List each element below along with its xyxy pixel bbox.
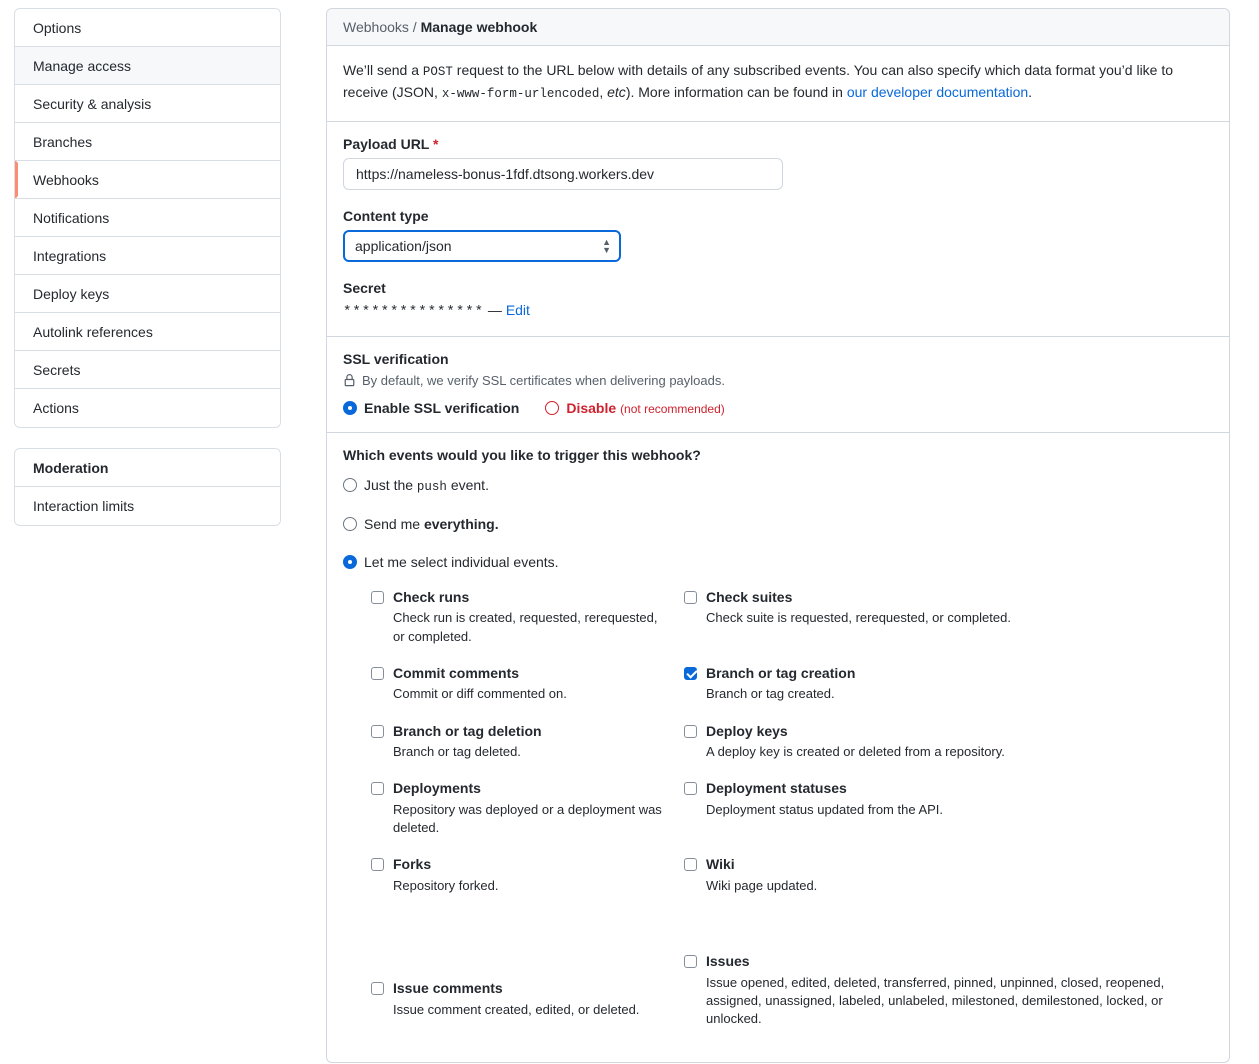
intro-part-2: request to the URL below with details of any subscribed events. You can also specify which data format you’d like to receive (JSON,	[343, 62, 1174, 101]
event-option-individual-radio[interactable]	[343, 555, 357, 569]
event-deploy-keys-checkbox[interactable]	[684, 725, 697, 738]
intro-italic-etc: etc	[607, 84, 626, 101]
settings-nav-box	[14, 8, 281, 428]
sidebar-item-branches[interactable]: Branches	[15, 123, 280, 161]
event-issue-comments[interactable]	[371, 979, 684, 1028]
event-branch-or-tag-creation-name[interactable]: Branch or tag creation	[706, 664, 856, 681]
event-wiki-text	[706, 855, 817, 895]
event-check-runs-desc: Check run is created, requested, rerequested, or completed.	[393, 610, 658, 644]
event-check-suites-text	[706, 588, 1011, 628]
payload-url-label-text: Payload URL	[343, 135, 430, 152]
ssl-disable-row[interactable]	[545, 400, 724, 416]
event-issue-comments-checkbox[interactable]	[371, 982, 384, 995]
event-deployment-statuses[interactable]	[684, 779, 1213, 837]
content-type-label: Content type	[343, 207, 429, 224]
sidebar-item-actions[interactable]: Actions	[15, 389, 280, 427]
event-option-push-row[interactable]	[343, 477, 1213, 494]
moderation-header: Moderation	[15, 449, 280, 487]
events-section	[327, 433, 1229, 1062]
intro-code-urlencoded: x-www-form-urlencoded	[441, 87, 600, 102]
event-everything-pre: Send me	[364, 515, 424, 532]
event-option-everything-row[interactable]	[343, 516, 1213, 532]
event-deployment-statuses-name[interactable]: Deployment statuses	[706, 780, 847, 797]
secret-dash: —	[487, 301, 502, 318]
breadcrumb-current: Manage webhook	[420, 19, 538, 35]
ssl-note-text: By default, we verify SSL certificates when delivering payloads.	[362, 372, 725, 388]
event-deployments[interactable]	[371, 779, 684, 837]
payload-url-label	[343, 136, 1213, 152]
ssl-note	[343, 373, 1213, 388]
ssl-disable-note: (not recommended)	[620, 401, 725, 416]
event-branch-or-tag-deletion-desc: Branch or tag deleted.	[393, 744, 521, 760]
event-option-push-label[interactable]	[364, 477, 489, 494]
webhook-config-section	[327, 122, 1229, 337]
event-option-individual-label[interactable]: Let me select individual events.	[364, 553, 559, 570]
breadcrumb	[327, 9, 1229, 46]
event-issue-comments-desc: Issue comment created, edited, or deleted.	[393, 1001, 640, 1017]
event-option-everything-label[interactable]	[364, 516, 499, 532]
intro-part-5: .	[1028, 84, 1033, 101]
event-deploy-keys-name[interactable]: Deploy keys	[706, 722, 788, 739]
event-wiki[interactable]	[684, 855, 1213, 895]
event-branch-or-tag-deletion-text	[393, 722, 542, 762]
chevron-updown-icon: ▲ ▼	[602, 236, 611, 255]
payload-url-input[interactable]	[343, 158, 783, 190]
event-deployments-name[interactable]: Deployments	[393, 780, 481, 797]
intro-part-1: We’ll send a	[343, 62, 423, 78]
settings-sidebar	[0, 0, 295, 1064]
intro-part-4: ). More information can be found in	[625, 84, 847, 101]
content-type-select-wrap	[343, 230, 621, 262]
sidebar-item-interaction-limits[interactable]: Interaction limits	[15, 487, 280, 525]
event-everything-bold: everything.	[423, 515, 499, 532]
sidebar-item-integrations[interactable]: Integrations	[15, 237, 280, 275]
event-issues[interactable]	[684, 952, 1213, 1028]
event-issues-checkbox[interactable]	[684, 955, 697, 968]
ssl-options	[343, 400, 1213, 416]
content-type-select[interactable]	[343, 230, 621, 262]
event-check-runs[interactable]	[371, 588, 684, 646]
moderation-nav-box	[14, 448, 281, 526]
event-branch-or-tag-creation-text	[706, 664, 855, 704]
sidebar-item-secrets[interactable]: Secrets	[15, 351, 280, 389]
event-commit-comments-checkbox[interactable]	[371, 667, 384, 680]
event-forks-checkbox[interactable]	[371, 858, 384, 871]
manage-webhook-panel	[326, 8, 1230, 1063]
event-check-runs-text	[393, 588, 664, 646]
event-deployment-statuses-desc: Deployment status updated from the API.	[706, 801, 944, 817]
secret-value-row	[343, 302, 1213, 320]
sidebar-item-deploy-keys[interactable]: Deploy keys	[15, 275, 280, 313]
sidebar-item-manage-access[interactable]: Manage access	[15, 47, 280, 85]
event-forks-desc: Repository forked.	[393, 877, 499, 893]
event-deployments-desc: Repository was deployed or a deployment was deleted.	[393, 801, 662, 836]
sidebar-spacer	[14, 428, 281, 448]
event-check-runs-name[interactable]: Check runs	[393, 588, 470, 605]
event-deploy-keys[interactable]	[684, 722, 1213, 762]
event-commit-comments[interactable]	[371, 664, 684, 704]
events-radio-group	[343, 477, 1213, 570]
event-issues-desc: Issue opened, edited, deleted, transferred, pinned, unpinned, closed, reopened, assigned, unassigned, labeled, unlabeled, milestoned, demilestoned, locked, or unlocked.	[706, 974, 1165, 1026]
sidebar-item-webhooks[interactable]: Webhooks	[15, 161, 280, 199]
lock-icon	[343, 374, 356, 387]
secret-edit-link[interactable]: Edit	[505, 301, 530, 318]
event-check-runs-checkbox[interactable]	[371, 591, 384, 604]
main-content	[295, 0, 1259, 1064]
event-branch-or-tag-deletion-checkbox[interactable]	[371, 725, 384, 738]
intro-part-3: ,	[599, 84, 608, 101]
secret-label: Secret	[343, 279, 386, 296]
event-issues-text	[706, 952, 1193, 1028]
secret-masked-value: ***************	[343, 303, 485, 320]
event-forks-text	[393, 855, 499, 895]
event-deployments-checkbox[interactable]	[371, 782, 384, 795]
event-branch-or-tag-deletion-name[interactable]: Branch or tag deletion	[393, 722, 542, 739]
event-branch-or-tag-deletion[interactable]	[371, 722, 684, 762]
ssl-disable-radio[interactable]	[545, 401, 559, 415]
event-commit-comments-text	[393, 664, 567, 704]
ssl-enable-label[interactable]: Enable SSL verification	[364, 399, 520, 416]
intro-code-post: POST	[422, 65, 453, 79]
intro-text	[343, 60, 1213, 105]
intro-section	[327, 46, 1229, 122]
event-push-post: event.	[446, 476, 489, 493]
sidebar-item-security-analysis[interactable]: Security & analysis	[15, 85, 280, 123]
sidebar-item-notifications[interactable]: Notifications	[15, 199, 280, 237]
event-deployments-text	[393, 779, 664, 837]
ssl-disable-label[interactable]	[566, 400, 724, 416]
event-wiki-name[interactable]: Wiki	[706, 856, 735, 873]
event-push-code: push	[416, 479, 447, 494]
event-deploy-keys-desc: A deploy key is created or deleted from a repository.	[706, 744, 1005, 760]
sidebar-item-options[interactable]: Options	[15, 9, 280, 47]
required-asterisk: *	[433, 135, 439, 152]
event-option-individual-row[interactable]	[343, 554, 1213, 570]
breadcrumb-separator: /	[412, 19, 417, 35]
ssl-verification-label: SSL verification	[343, 350, 449, 367]
ssl-disable-text: Disable	[566, 399, 617, 416]
event-push-pre: Just the	[364, 476, 417, 493]
event-branch-or-tag-creation-desc: Branch or tag created.	[706, 686, 835, 702]
event-deployment-statuses-checkbox[interactable]	[684, 782, 697, 795]
event-issues-name[interactable]: Issues	[706, 953, 750, 970]
event-option-push-radio[interactable]	[343, 478, 357, 492]
event-deployment-statuses-text	[706, 779, 943, 819]
event-wiki-checkbox[interactable]	[684, 858, 697, 871]
breadcrumb-webhooks-link[interactable]: Webhooks	[343, 19, 409, 35]
event-issue-comments-name[interactable]: Issue comments	[393, 980, 503, 997]
event-forks-name[interactable]: Forks	[393, 856, 432, 873]
event-check-suites-name[interactable]: Check suites	[706, 588, 793, 605]
event-branch-or-tag-creation-checkbox[interactable]	[684, 667, 697, 680]
event-branch-or-tag-creation[interactable]	[684, 664, 1213, 704]
event-check-suites-desc: Check suite is requested, rerequested, or completed.	[706, 610, 1011, 626]
ssl-enable-radio[interactable]	[343, 401, 357, 415]
developer-documentation-link[interactable]: our developer documentation	[846, 84, 1029, 101]
event-forks[interactable]	[371, 855, 684, 895]
events-title: Which events would you like to trigger this webhook?	[343, 446, 701, 463]
sidebar-item-autolink-references[interactable]: Autolink references	[15, 313, 280, 351]
individual-events-grid	[343, 588, 1213, 1046]
ssl-verification-section	[327, 337, 1229, 433]
event-commit-comments-desc: Commit or diff commented on.	[393, 686, 567, 702]
event-issue-comments-text	[393, 979, 639, 1019]
event-option-everything-radio[interactable]	[343, 517, 357, 531]
event-check-suites-checkbox[interactable]	[684, 591, 697, 604]
event-deploy-keys-text	[706, 722, 1005, 762]
event-check-suites[interactable]	[684, 588, 1213, 646]
event-commit-comments-name[interactable]: Commit comments	[393, 664, 520, 681]
ssl-enable-row[interactable]	[343, 400, 519, 416]
event-wiki-desc: Wiki page updated.	[706, 877, 818, 893]
